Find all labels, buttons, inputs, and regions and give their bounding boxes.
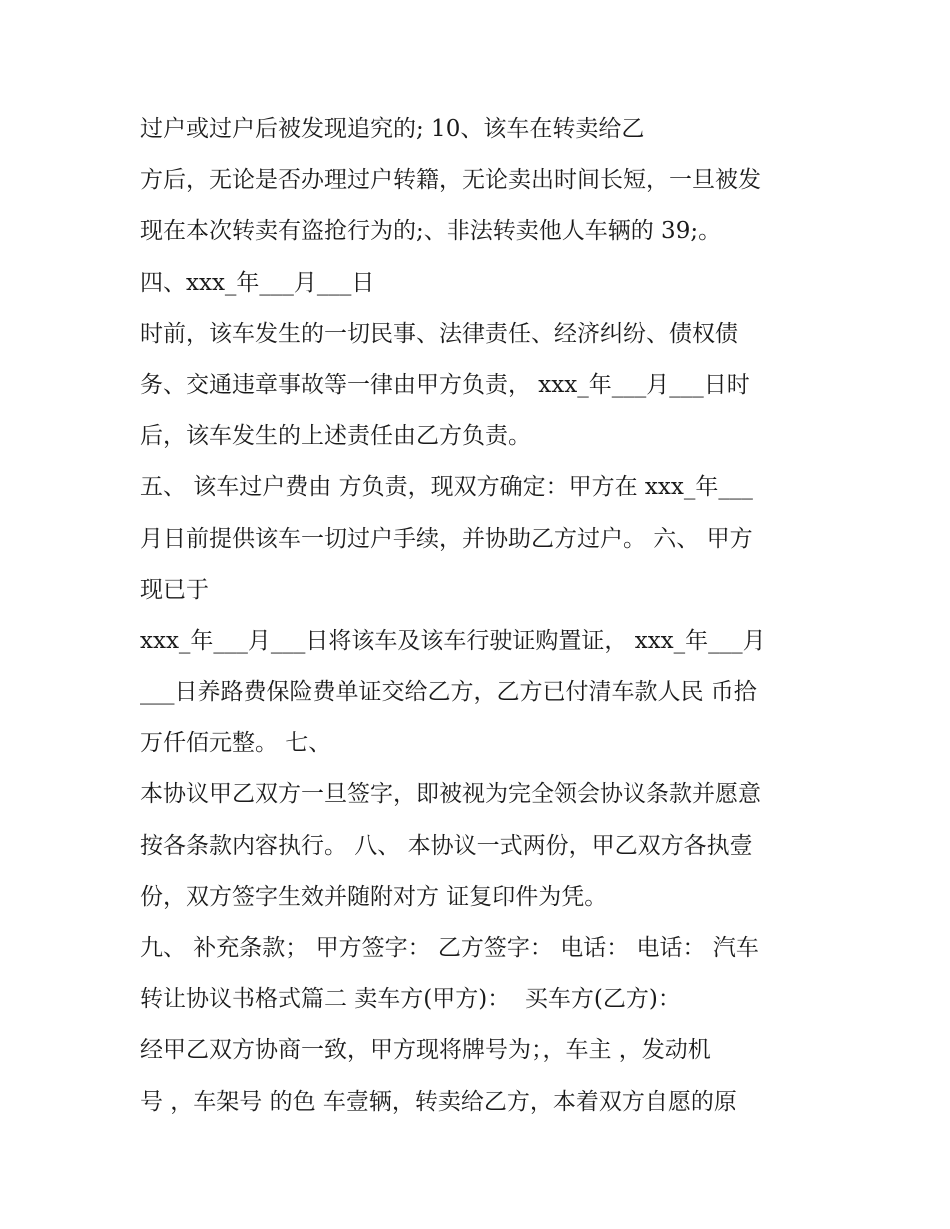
- text-line: 四、xxx_年___月___日: [140, 269, 375, 296]
- text-line: xxx_年___月___日将该车及该车行驶证购置证， xxx_年___月: [140, 627, 766, 654]
- text-line: 九、 补充条款； 甲方签字： 乙方签字： 电话： 电话： 汽车: [140, 935, 759, 961]
- text-line: 务、交通违章事故等一律由甲方负责， xxx_年___月___日时: [140, 371, 750, 398]
- text-line: 现已于: [140, 576, 209, 603]
- text-line: ___日养路费保险费单证交给乙方，乙方已付清车款人民 币拾: [140, 679, 757, 706]
- text-line: 过户或过户后被发现追究的; 10、该车在转卖给乙: [140, 116, 645, 142]
- text-line: 月日前提供该车一切过户手续，并协助乙方过户。 六、 甲方: [140, 525, 753, 552]
- text-line: 后，该车发生的上述责任由乙方负责。: [140, 423, 531, 450]
- text-line: 方后，无论是否办理过户转籍，无论卖出时间长短，一旦被发: [140, 167, 761, 194]
- text-line: 时前，该车发生的一切民事、法律责任、经济纠纷、债权债: [140, 320, 738, 347]
- text-line: 转让协议书格式篇二 卖车方(甲方)： 买车方(乙方)：: [140, 986, 681, 1013]
- document-body: [140, 108, 830, 1132]
- text-line: 份，双方签字生效并随附对方 证复印件为凭。: [140, 883, 608, 910]
- text-line: 本协议甲乙双方一旦签字，即被视为完全领会协议条款并愿意: [140, 781, 761, 808]
- text-line: 按各条款内容执行。 八、 本协议一式两份，甲乙双方各执壹: [140, 832, 753, 859]
- text-line: 经甲乙双方协商一致，甲方现将牌号为；，车主 ，发动机: [140, 1037, 711, 1064]
- text-line: 五、 该车过户费由 方负责，现双方确定：甲方在 xxx_年___: [140, 474, 753, 501]
- text-line: 现在本次转卖有盗抢行为的;、非法转卖他人车辆的 39;。: [140, 218, 722, 245]
- text-line: 号 ，车架号 的色 车壹辆，转卖给乙方，本着双方自愿的原: [140, 1088, 737, 1115]
- text-line: 万仟佰元整。 七、: [140, 730, 332, 757]
